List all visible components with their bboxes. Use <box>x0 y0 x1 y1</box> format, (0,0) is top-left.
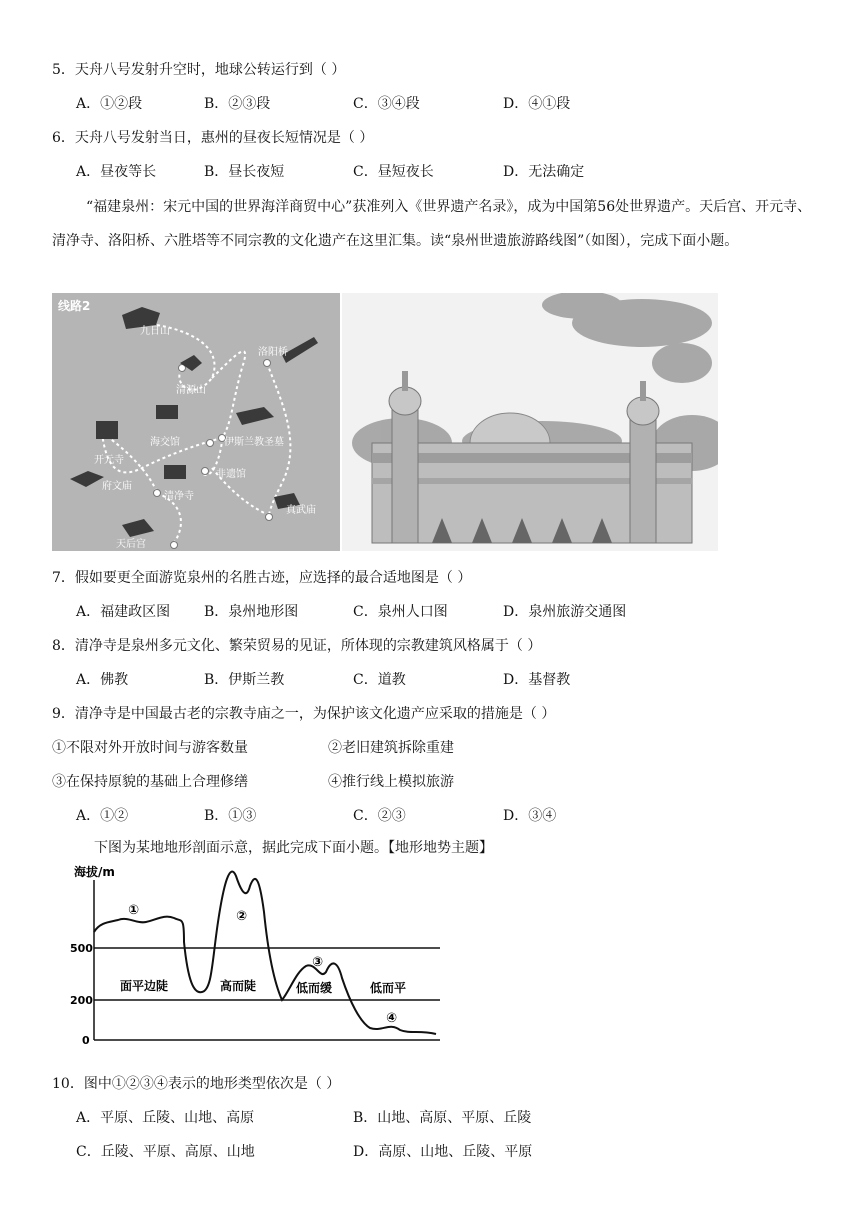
terrain-profile-line <box>94 872 436 1034</box>
y-axis-label: 海拔/m <box>74 865 115 879</box>
q7-stem: 7．假如要更全面游览泉州的名胜古迹，应选择的最合适地图是（ ） <box>52 570 472 586</box>
q10-option-d[interactable]: D．高原、山地、丘陵、平原 <box>353 1144 533 1160</box>
region-label-4: 低而平 <box>370 981 407 995</box>
q9-item-4: ④推行线上模拟旅游 <box>328 774 454 790</box>
q9-option-d[interactable]: D．③④ <box>503 808 557 824</box>
map-label-kaiyuansi: 开元寺 <box>94 455 124 466</box>
q10-option-c[interactable]: C．丘陵、平原、高原、山地 <box>76 1144 255 1160</box>
passage-terrain: 下图为某地地形剖面示意，据此完成下面小题。【地形地势主题】 <box>94 840 493 856</box>
map-label-qingjingsi: 清净寺 <box>164 491 194 502</box>
region-label-3: 低而缓 <box>296 981 333 995</box>
kaiyuan-temple-icon <box>96 421 118 439</box>
q5-stem: 5．天舟八号发射升空时，地球公转运行到（ ） <box>52 62 346 78</box>
haijiao-museum-icon <box>156 405 178 419</box>
q6-stem: 6．天舟八号发射当日，惠州的昼夜长短情况是（ ） <box>52 130 374 146</box>
q6-option-c[interactable]: C．昼短夜长 <box>353 164 434 180</box>
q5-option-c[interactable]: C．③④段 <box>353 96 420 112</box>
right-minaret <box>627 381 659 543</box>
q9-option-c[interactable]: C．②③ <box>353 808 406 824</box>
q8-option-b[interactable]: B．伊斯兰教 <box>204 672 285 688</box>
route-map <box>52 293 340 551</box>
q7-option-d[interactable]: D．泉州旅游交通图 <box>503 604 627 620</box>
map-label-qingyuanshan: 清源山 <box>176 385 206 396</box>
q9-item-3: ③在保持原貌的基础上合理修缮 <box>52 774 248 790</box>
map-label-tianhougong: 天后宫 <box>116 539 146 550</box>
tick-500: 500 <box>70 942 93 955</box>
q7-option-a[interactable]: A．福建政区图 <box>76 604 171 620</box>
q5-option-a[interactable]: A．①②段 <box>76 96 143 112</box>
map-label-fuwenmiao: 府文庙 <box>102 481 132 492</box>
tick-0: 0 <box>82 1034 90 1047</box>
q5-option-d[interactable]: D．④①段 <box>503 96 571 112</box>
map-label-islamic-tomb: 伊斯兰教圣墓 <box>224 437 284 448</box>
q7-option-c[interactable]: C．泉州人口图 <box>353 604 448 620</box>
route-map-title: 线路2 <box>58 299 91 313</box>
q7-option-b[interactable]: B．泉州地形图 <box>204 604 299 620</box>
q9-stem: 9．清净寺是中国最古老的宗教寺庙之一，为保护该文化遗产应采取的措施是（ ） <box>52 706 556 722</box>
marker-2: ② <box>236 909 248 924</box>
mosque-illustration <box>342 293 718 551</box>
marker-1: ① <box>128 903 140 918</box>
terrain-profile-figure <box>70 862 450 1052</box>
q10-stem: 10．图中①②③④表示的地形类型依次是（ ） <box>52 1076 341 1092</box>
marker-4: ④ <box>386 1011 398 1026</box>
q6-option-b[interactable]: B．昼长夜短 <box>204 164 285 180</box>
qingjing-mosque-icon <box>164 465 186 479</box>
q8-option-c[interactable]: C．道教 <box>353 672 406 688</box>
q6-option-a[interactable]: A．昼夜等长 <box>76 164 157 180</box>
q9-option-b[interactable]: B．①③ <box>204 808 257 824</box>
region-label-2: 高而陡 <box>220 979 257 993</box>
marker-3: ③ <box>312 955 324 970</box>
qingjing-mosque-photo <box>342 293 718 551</box>
q9-item-2: ②老旧建筑拆除重建 <box>328 740 454 756</box>
q9-option-a[interactable]: A．①② <box>76 808 129 824</box>
q8-option-a[interactable]: A．佛教 <box>76 672 129 688</box>
terrain-profile-svg <box>70 862 450 1052</box>
map-label-luoyangqiao: 洛阳桥 <box>258 347 288 358</box>
map-label-haijiaoguan: 海交馆 <box>150 437 180 448</box>
q6-option-d[interactable]: D．无法确定 <box>503 164 585 180</box>
map-label-jiurishan: 九日山 <box>140 326 170 337</box>
tick-200: 200 <box>70 994 93 1007</box>
q5-option-b[interactable]: B．②③段 <box>204 96 271 112</box>
q10-option-a[interactable]: A．平原、丘陵、山地、高原 <box>76 1110 255 1126</box>
fuwen-temple-icon <box>70 471 104 487</box>
islamic-tomb-icon <box>236 407 274 425</box>
left-minaret <box>389 371 421 543</box>
region-label-1: 面平边陡 <box>120 979 169 993</box>
q10-option-b[interactable]: B．山地、高原、平原、丘陵 <box>353 1110 532 1126</box>
passage-quanzhou: “福建泉州：宋元中国的世界海洋商贸中心”获准列入《世界遗产名录》，成为中国第56处世界遗产。天后宫、开元寺、清净寺、洛阳桥、六胜塔等不同宗教的文化遗产在这里汇集。读“泉州世遗旅游路线图”（如图），完成下面小题。 <box>52 199 812 249</box>
q9-item-1: ①不限对外开放时间与游客数量 <box>52 740 248 756</box>
map-label-zhenwumiao: 真武庙 <box>286 505 316 516</box>
q8-option-d[interactable]: D．基督教 <box>503 672 571 688</box>
q8-stem: 8．清净寺是泉州多元文化、繁荣贸易的见证，所体现的宗教建筑风格属于（ ） <box>52 638 542 654</box>
map-label-feiyiguan: 非遗馆 <box>216 469 246 480</box>
